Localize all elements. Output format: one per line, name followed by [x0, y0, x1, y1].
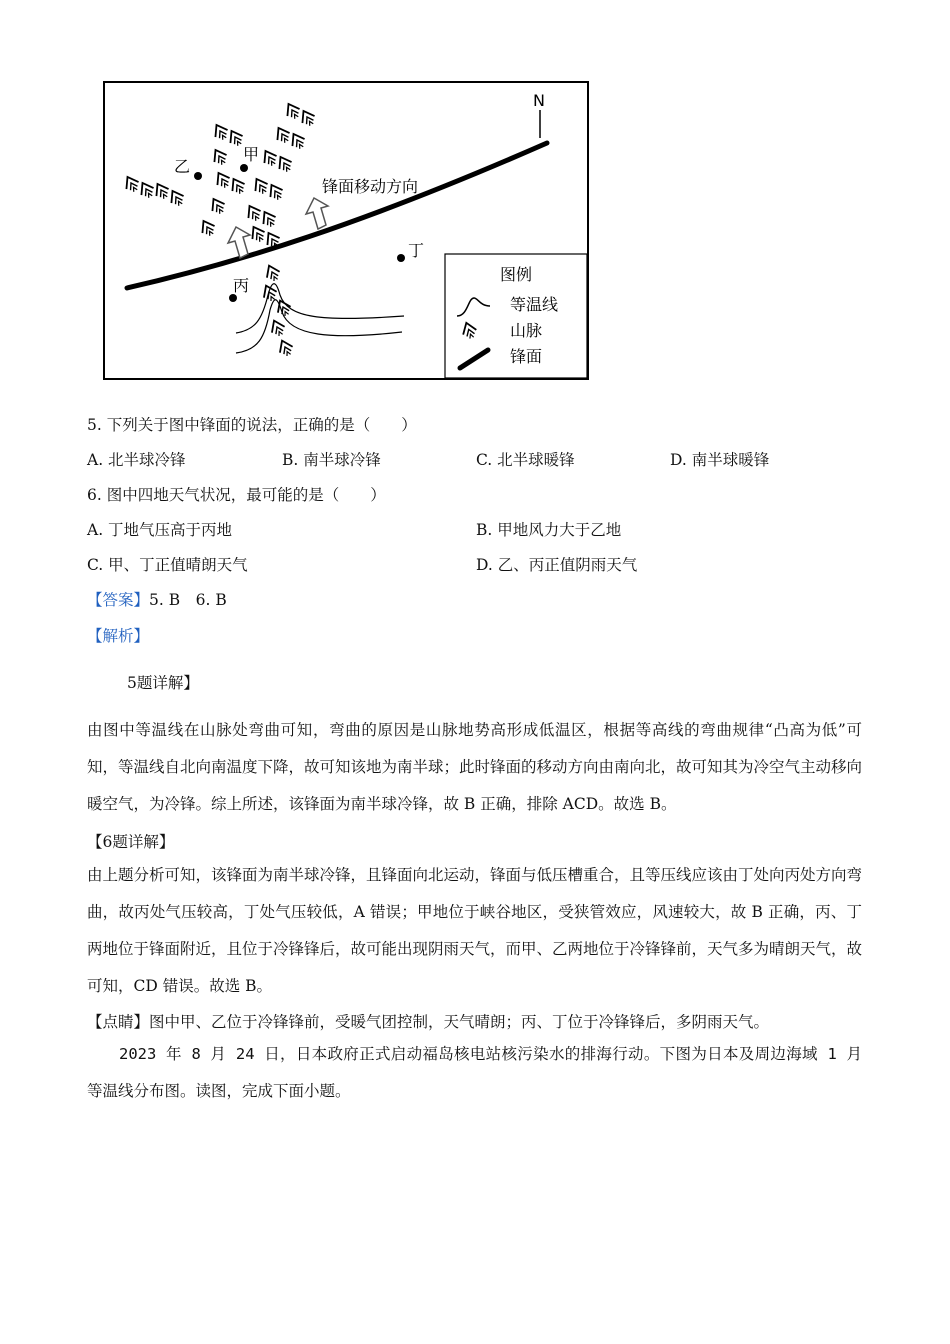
- detail5-heading: 5题详解】: [127, 674, 199, 692]
- weather-map-figure: [0, 0, 950, 400]
- answer-tag: 【答案】: [87, 591, 150, 609]
- point-jia: [240, 164, 248, 172]
- analysis-tag: 【解析】: [87, 627, 150, 645]
- point-bing: [229, 294, 237, 302]
- answer-text: 5. B 6. B: [149, 591, 227, 609]
- svg-text:锋面: 锋面: [510, 347, 543, 366]
- label-jia: 甲: [243, 145, 260, 164]
- next-question-intro: 2023 年 8 月 24 日，日本政府正式启动福岛核电站核污染水的排海行动。下图为日本及周边海域 1 月等温线分布图。读图，完成下面小题。: [87, 1045, 862, 1100]
- detail6-body: 由上题分析可知，该锋面为南半球冷锋，且锋面向北运动，锋面与低压槽重合，且等压线应该由丁处向丙处方向弯曲，故丙处气压较高，丁处气压较低，A 错误；甲地位于峡谷地区，受狭管效应，风速较大，故 B 正确，丙、丁两地位于锋面附近，且位于冷锋锋后，故可能出现阴雨天气，而甲、乙两地位于冷锋锋前，天气多为晴朗天气，故可知，CD 错误。故选 B。: [87, 866, 863, 995]
- q5-option-a: A. 北半球冷锋: [87, 451, 186, 469]
- q6-stem: 6. 图中四地天气状况，最可能的是（ ）: [87, 486, 386, 504]
- answer-line: [87, 590, 227, 610]
- comment-line: [87, 1012, 769, 1032]
- legend: [445, 254, 587, 378]
- q6-option-a: A. 丁地气压高于丙地: [87, 521, 233, 539]
- q6-option-b: B. 甲地风力大于乙地: [476, 521, 622, 539]
- q5-option-c: C. 北半球暖锋: [476, 451, 575, 469]
- label-bing: 丙: [233, 276, 250, 295]
- svg-text:山脉: 山脉: [510, 321, 543, 340]
- q5-stem: 5. 下列关于图中锋面的说法，正确的是（ ）: [87, 416, 417, 434]
- label-ding: 丁: [408, 241, 425, 260]
- comment-tag: 【点睛】: [87, 1013, 150, 1031]
- q5-option-d: D. 南半球暖锋: [670, 451, 770, 469]
- q6-option-d: D. 乙、丙正值阴雨天气: [476, 556, 638, 574]
- svg-text:等温线: 等温线: [510, 295, 559, 314]
- detail6-heading: 【6题详解】: [87, 833, 175, 851]
- svg-text:图例: 图例: [500, 265, 533, 284]
- detail5-body: 由图中等温线在山脉处弯曲可知，弯曲的原因是山脉地势高形成低温区，根据等高线的弯曲规律“凸高为低”可知，等温线自北向南温度下降，故可知该地为南半球；此时锋面的移动方向由南向北，故可知其为冷空气主动移向暖空气，为冷锋。综上所述，该锋面为南半球冷锋，故 B 正确，排除 ACD。故选 B。: [87, 721, 863, 813]
- point-ding: [397, 254, 405, 262]
- comment-text: 图中甲、乙位于冷锋锋前，受暖气团控制，天气晴朗；丙、丁位于冷锋锋后，多阴雨天气。: [149, 1013, 770, 1031]
- front-motion-label: 锋面移动方向: [322, 177, 419, 196]
- label-yi: 乙: [174, 157, 191, 176]
- point-yi: [194, 172, 202, 180]
- north-label: N: [533, 91, 545, 110]
- q5-option-b: B. 南半球冷锋: [282, 451, 381, 469]
- q6-option-c: C. 甲、丁正值晴朗天气: [87, 556, 248, 574]
